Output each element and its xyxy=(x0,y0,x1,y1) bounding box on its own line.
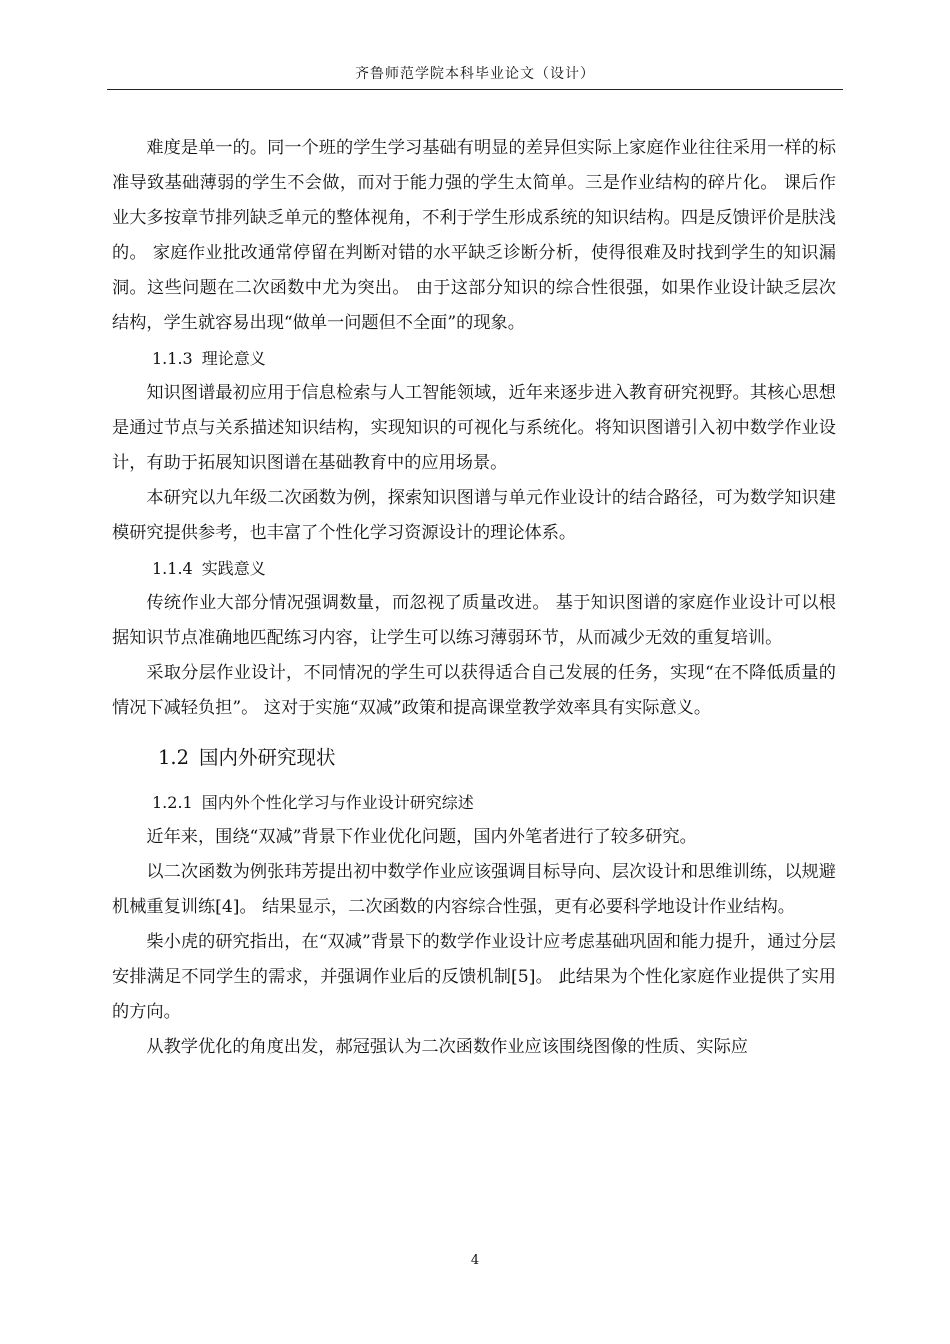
page-number: 4 xyxy=(470,1253,480,1268)
section-heading-1-1-4 xyxy=(112,551,836,586)
header-rule xyxy=(107,89,843,90)
running-header: 齐鲁师范学院本科毕业论文（设计） xyxy=(355,66,595,82)
section-number: 1.1.4 xyxy=(152,559,193,578)
body-paragraph: 以二次函数为例张玮芳提出初中数学作业应该强调目标导向、层次设计和思维训练，以规避机械重复训练[4]。 结果显示，二次函数的内容综合性强，更有必要科学地设计作业结构。 xyxy=(112,862,836,917)
spacer xyxy=(112,775,836,785)
spacer xyxy=(112,726,836,740)
section-heading-1-2-1 xyxy=(112,785,836,820)
body-paragraph: 近年来，围绕“双减”背景下作业优化问题，国内外笔者进行了较多研究。 xyxy=(146,827,697,847)
section-heading-1-1-3 xyxy=(112,341,836,376)
body-paragraph: 本研究以九年级二次函数为例，探索知识图谱与单元作业设计的结合路径，可为数学知识建模研究提供参考，也丰富了个性化学习资源设计的理论体系。 xyxy=(112,488,836,543)
section-number: 1.2 xyxy=(158,746,190,769)
section-heading-1-2 xyxy=(112,740,836,775)
body-paragraph: 传统作业大部分情况强调数量，而忽视了质量改进。 基于知识图谱的家庭作业设计可以根据知识节点准确地匹配练习内容，让学生可以练习薄弱环节，从而减少无效的重复培训。 xyxy=(112,593,836,648)
section-title: 国内外研究现状 xyxy=(199,746,336,769)
section-number: 1.2.1 xyxy=(152,793,193,812)
section-title: 国内外个性化学习与作业设计研究综述 xyxy=(201,793,474,812)
body-paragraph: 采取分层作业设计，不同情况的学生可以获得适合自己发展的任务，实现“在不降低质量的情况下减轻负担”。 这对于实施“双减”政策和提高课堂教学效率具有实际意义。 xyxy=(112,663,836,718)
body-paragraph: 难度是单一的。同一个班的学生学习基础有明显的差异但实际上家庭作业往往采用一样的标准导致基础薄弱的学生不会做，而对于能力强的学生太简单。三是作业结构的碎片化。 课后作业大多按章节排列缺乏单元的整体视角，不利于学生形成系统的知识结构。四是反馈评价是肤浅的。 家庭作业批改通常停留在判断对错的水平缺乏诊断分析，使得很难及时找到学生的知识漏洞。这些问题在二次函数中尤为突出。 由于这部分知识的综合性很强，如果作业设计缺乏层次结构，学生就容易出现“做单一问题但不全面”的现象。 xyxy=(112,138,836,333)
body-paragraph: 从教学优化的角度出发，郝冠强认为二次函数作业应该围绕图像的性质、实际应 xyxy=(146,1037,748,1057)
section-title: 理论意义 xyxy=(201,349,266,368)
body-paragraph: 柴小虎的研究指出，在“双减”背景下的数学作业设计应考虑基础巩固和能力提升，通过分层安排满足不同学生的需求，并强调作业后的反馈机制[5]。 此结果为个性化家庭作业提供了实用的方向。 xyxy=(112,932,836,1022)
section-number: 1.1.3 xyxy=(152,349,193,368)
body-paragraph: 知识图谱最初应用于信息检索与人工智能领域，近年来逐步进入教育研究视野。其核心思想是通过节点与关系描述知识结构，实现知识的可视化与系统化。将知识图谱引入初中数学作业设计，有助于拓展知识图谱在基础教育中的应用场景。 xyxy=(112,383,836,473)
section-title: 实践意义 xyxy=(201,559,266,578)
page-body xyxy=(112,131,836,1065)
